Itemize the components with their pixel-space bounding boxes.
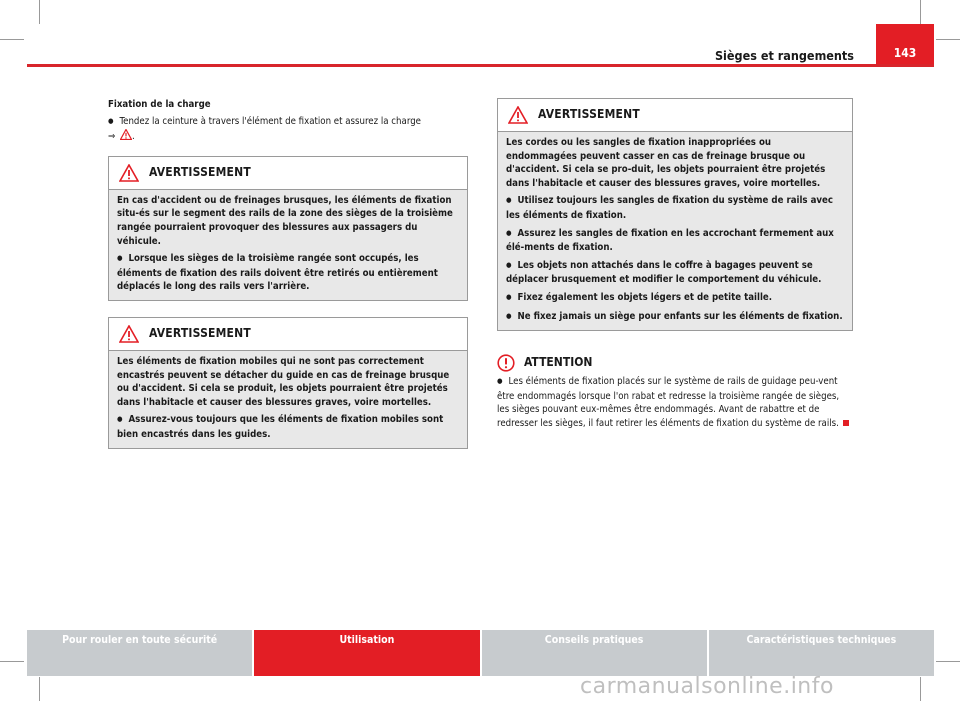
warning-body — [109, 190, 467, 300]
warning-title: AVERTISSEMENT — [149, 326, 251, 341]
warning-triangle-icon — [119, 164, 139, 182]
bullet-text: ● Tendez la ceinture à travers l'élément de fixation et assurez la charge — [108, 116, 421, 127]
attention-title: ATTENTION — [524, 355, 593, 370]
crop-mark — [920, 677, 921, 701]
warning-triangle-icon — [119, 325, 139, 343]
section-title: Sièges et rangements — [714, 48, 854, 63]
page-number: 143 — [876, 24, 934, 64]
warning-header — [498, 99, 852, 132]
warning-box — [108, 156, 468, 301]
warning-text: Les éléments de fixation mobiles qui ne sont pas correctement encastrés peuvent se détacher du guide en cas de freinage brusque ou d'accident. Si cela se produit, les objets pourraient être projetés dans l'habitacle et causer des blessures graves, voire mortelles. — [117, 355, 450, 408]
warning-bullet: ● Les objets non attachés dans le coffre à bagages peuvent se déplacer brusquement et modifier le comportement du véhicule. — [506, 259, 844, 287]
attention-body — [497, 375, 853, 430]
warning-body — [498, 132, 852, 330]
warning-triangle-icon — [508, 106, 528, 124]
section-end-marker — [843, 420, 849, 426]
warning-bullet: ● Lorsque les sièges de la troisième rangée sont occupés, les éléments de fixation des rails doivent être retirés ou entièrement déplacés le long des rails vers l'arrière. — [117, 252, 459, 294]
warning-bullet: ● Utilisez toujours les sangles de fixation du système de rails avec les éléments de fixation. — [506, 194, 844, 222]
crop-mark — [936, 39, 960, 40]
crop-mark — [936, 661, 960, 662]
warning-bullet: ● Fixez également les objets légers et de petite taille. — [506, 291, 844, 306]
subheading: Fixation de la charge — [108, 99, 211, 110]
header-rule — [27, 64, 934, 67]
warning-title: AVERTISSEMENT — [538, 107, 640, 122]
warning-bullet: ● Assurez-vous toujours que les éléments de fixation mobiles sont bien encastrés dans les guides. — [117, 413, 459, 441]
crop-mark — [0, 661, 24, 662]
warning-triangle-icon — [120, 129, 132, 140]
footer-tab-conseils[interactable]: Conseils pratiques — [482, 630, 707, 676]
footer-tab-caracteristiques[interactable]: Caractéristiques techniques — [709, 630, 934, 676]
crop-mark — [39, 0, 40, 24]
footer-tab-utilisation[interactable]: Utilisation — [254, 630, 479, 676]
reference-end: . — [131, 131, 135, 143]
attention-header — [497, 351, 853, 375]
bullet-item — [108, 115, 468, 144]
warning-title: AVERTISSEMENT — [149, 164, 251, 179]
warning-text: Les cordes ou les sangles de fixation inappropriées ou endommagées peuvent casser en cas de freinage brusque ou d'accident. Si cela se pro-duit, les objets pourraient être projetés dans l'habitacle et causer des blessures graves, voire mortelles. — [506, 137, 826, 189]
footer-tabs — [27, 630, 934, 676]
watermark: carmanualsonline.info — [580, 674, 834, 699]
warning-box — [108, 317, 468, 449]
warning-bullet: ● Ne fixez jamais un siège pour enfants sur les éléments de fixation. — [506, 310, 844, 325]
warning-box — [497, 98, 853, 331]
crop-mark — [39, 677, 40, 701]
warning-header — [109, 318, 467, 351]
warning-body — [109, 351, 467, 448]
left-column — [108, 98, 468, 449]
reference-arrow: ⇒ — [108, 131, 116, 143]
footer-tab-securite[interactable]: Pour rouler en toute sécurité — [27, 630, 252, 676]
right-column — [497, 98, 853, 431]
warning-header — [109, 157, 467, 190]
crop-mark — [0, 39, 24, 40]
attention-text: ● Les éléments de fixation placés sur le système de rails de guidage peu-vent être endommagés lorsque l'on rabat et redresse la troisième rangée de sièges, les sièges pouvant eux-mêmes être endommagés. Avant de rabattre et de redresser les sièges, il faut retirer les éléments de fixation du système de rails. — [497, 376, 839, 429]
attention-exclamation-icon — [497, 354, 515, 372]
attention-bullet — [497, 375, 853, 430]
warning-text: En cas d'accident ou de freinages brusques, les éléments de fixation situ-és sur le segment des rails de la zone des sièges de la troisième rangée pourraient provoquer des blessures aux passagers du véhicule. — [117, 194, 453, 247]
warning-bullet: ● Assurez les sangles de fixation en les accrochant fermement aux élé-ments de fixation. — [506, 227, 844, 255]
crop-mark — [920, 0, 921, 24]
